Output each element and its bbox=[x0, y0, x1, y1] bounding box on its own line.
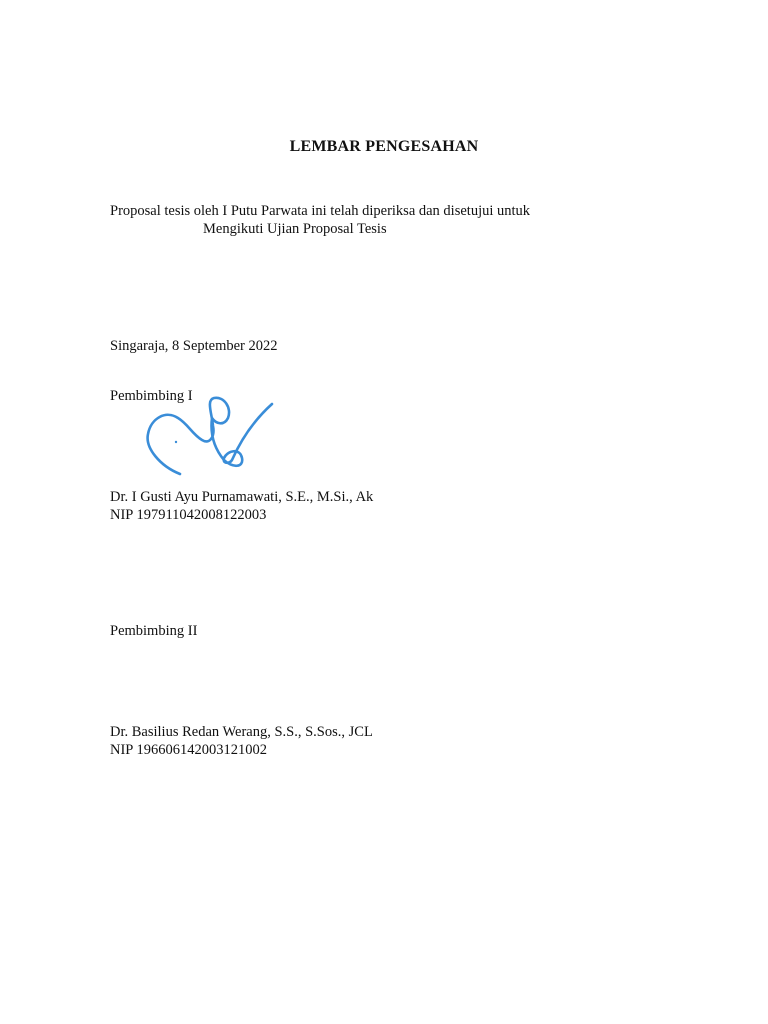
statement-line-1: Proposal tesis oleh I Putu Parwata ini telah diperiksa dan disetujui untuk bbox=[110, 203, 531, 219]
handwritten-signature bbox=[140, 396, 280, 486]
supervisor-1-name: Dr. I Gusti Ayu Purnamawati, S.E., M.Si., Ak bbox=[110, 489, 374, 505]
supervisor-2-name: Dr. Basilius Redan Werang, S.S., S.Sos., JCL bbox=[110, 724, 373, 740]
supervisor-2-nip: NIP 196606142003121002 bbox=[110, 742, 267, 758]
supervisor-2-role: Pembimbing II bbox=[110, 623, 198, 639]
supervisor-1-nip: NIP 197911042008122003 bbox=[110, 507, 267, 523]
statement-line-2: Mengikuti Ujian Proposal Tesis bbox=[203, 221, 387, 237]
place-date: Singaraja, 8 September 2022 bbox=[110, 338, 278, 354]
supervisor-1-role: Pembimbing I bbox=[110, 388, 193, 404]
page-title: LEMBAR PENGESAHAN bbox=[289, 138, 479, 155]
